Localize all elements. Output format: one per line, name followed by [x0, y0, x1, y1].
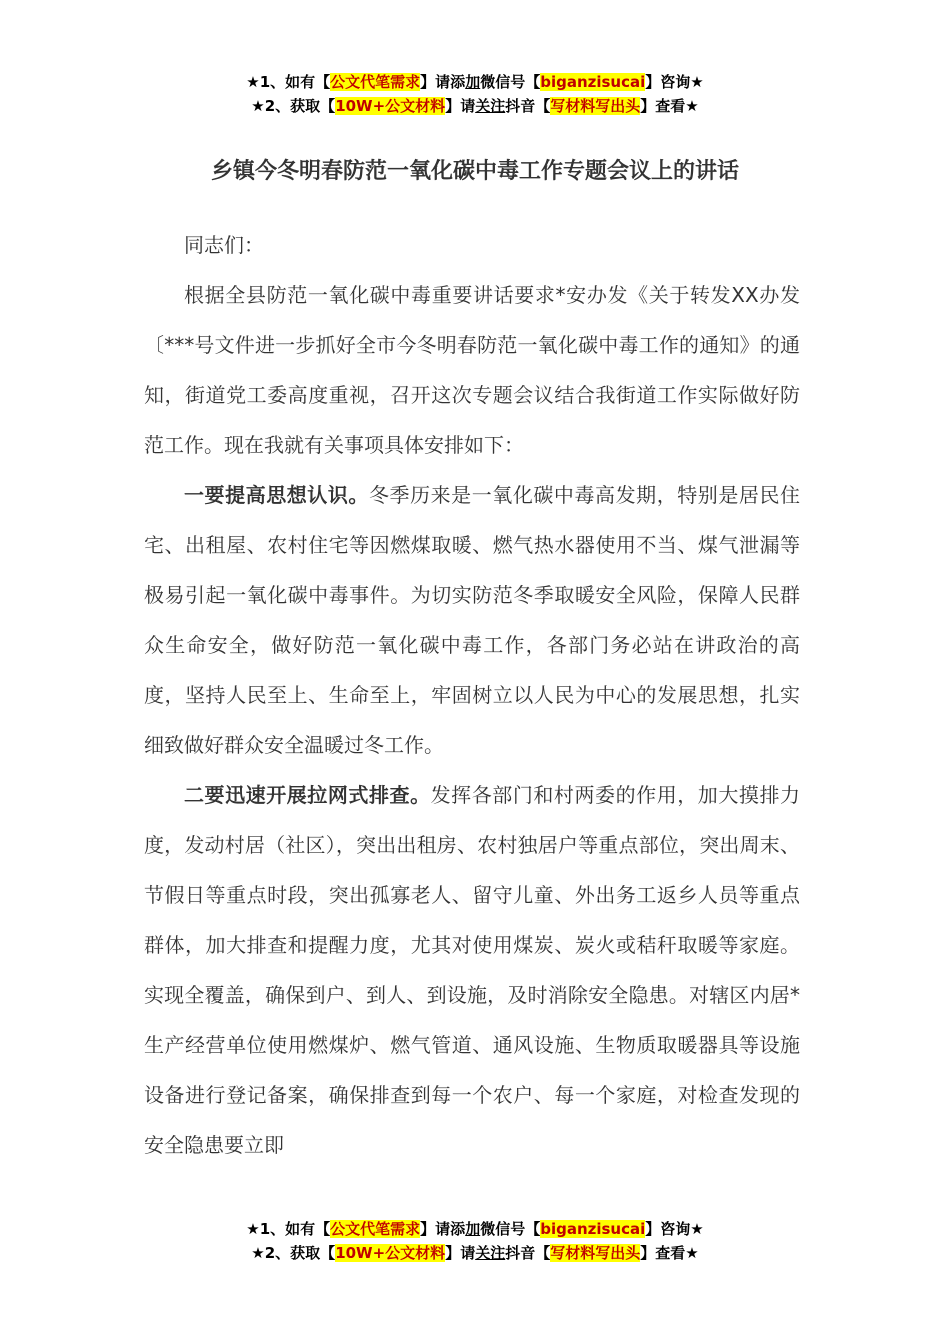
highlight-douyin-id: 写材料写出头: [550, 1244, 641, 1262]
document-body: [144, 220, 800, 1170]
banner-line-2: ★2、获取【10W+公文材料】请关注抖音【写材料写出头】查看★: [251, 1244, 699, 1262]
paragraph-2: 二要迅速开展拉网式排查。发挥各部门和村两委的作用，加大摸排力度，发动村居（社区），突出出租房、农村独居户等重点部位，突出周末、节假日等重点时段，突出孤寡老人、留守儿童、外出务工返乡人员等重点群体，加大排查和提醒力度，尤其对使用煤炭、炭火或秸秆取暖等家庭。实现全覆盖，确保到户、到人、到设施，及时消除安全隐患。对辖区内居*生产经营单位使用燃煤炉、燃气管道、通风设施、生物质取暖器具等设施设备进行登记备案，确保排查到每一个农户、每一个家庭，对检查发现的安全隐患要立即: [144, 783, 801, 1157]
paragraph-2-heading: 二要迅速开展拉网式排查。: [184, 783, 431, 807]
paragraph-1: 一要提高思想认识。冬季历来是一氧化碳中毒高发期，特别是居民住宅、出租屋、农村住宅等因燃煤取暖、燃气热水器使用不当、煤气泄漏等极易引起一氧化碳中毒事件。为切实防范冬季取暖安全风险，保障人民群众生命安全，做好防范一氧化碳中毒工作，各部门务必站在讲政治的高度，坚持人民至上、生命至上，牢固树立以人民为中心的发展思想，扎实细致做好群众安全温暖过冬工作。: [144, 483, 801, 757]
salutation: 同志们：: [184, 233, 264, 257]
highlight-materials: 10W+公文材料: [335, 1244, 446, 1262]
highlight-wechat-id: biganzisucai: [540, 73, 646, 91]
banner-line-2: ★2、获取【10W+公文材料】请关注抖音【写材料写出头】查看★: [251, 97, 699, 115]
highlight-service: 公文代笔需求: [330, 1220, 421, 1238]
paragraph-intro: 根据全县防范一氧化碳中毒重要讲话要求*安办发《关于转发XX办发〔***号文件进一步抓好全市今冬明春防范一氧化碳中毒工作的通知》的通知，街道党工委高度重视，召开这次专题会议结合我街道工作实际做好防范工作。现在我就有关事项具体安排如下：: [144, 283, 800, 457]
highlight-service: 公文代笔需求: [330, 73, 421, 91]
header-banner: [0, 70, 950, 118]
footer-banner: [0, 1217, 950, 1265]
highlight-wechat-id: biganzisucai: [540, 1220, 646, 1238]
banner-line-1: ★1、如有【公文代笔需求】请添加微信号【biganzisucai】咨询★: [246, 73, 704, 91]
banner-line-1: ★1、如有【公文代笔需求】请添加微信号【biganzisucai】咨询★: [246, 1220, 704, 1238]
highlight-materials: 10W+公文材料: [335, 97, 446, 115]
highlight-douyin-id: 写材料写出头: [550, 97, 641, 115]
document-title: 乡镇今冬明春防范一氧化碳中毒工作专题会议上的讲话: [210, 159, 739, 184]
paragraph-1-heading: 一要提高思想认识。: [184, 483, 369, 507]
